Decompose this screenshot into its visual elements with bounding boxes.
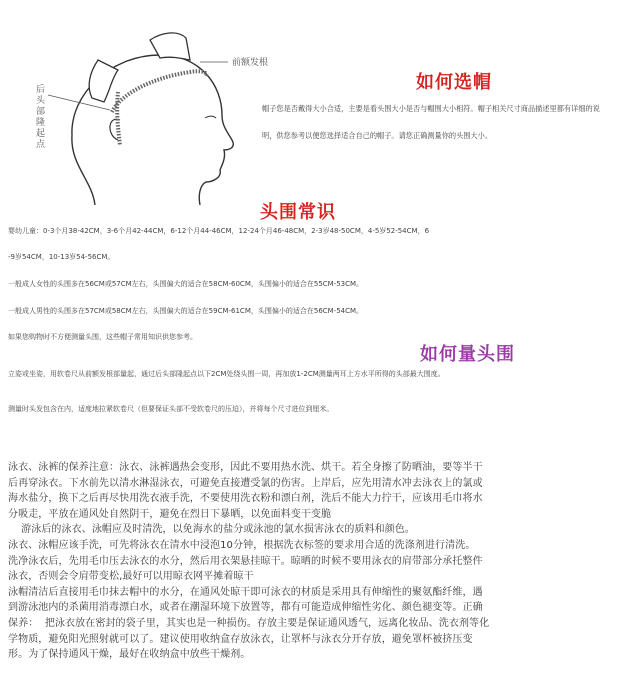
care-line: 分吸走，平放在通风处自然阴干，避免在烈日下暴晒，以免面料变干变脆 (8, 508, 332, 520)
care-line: 游泳后的泳衣、泳帽应及时清洗，以免海水的盐分或泳池的氯水损害泳衣的质料和颜色。 (8, 524, 416, 536)
care-line: 后再穿泳衣。下水前先以清水淋湿泳衣，可避免直接遭受氯的伤害。上岸后，应先用清水冲去泳衣上的氯或 (8, 477, 483, 489)
care-line: 保养： 把泳衣放在密封的袋子里，其实也是一种损伤。存放主要是保证通风透气，远离化妆品、洗衣剂等化 (8, 617, 490, 629)
care-line: 到游泳池内的杀菌用消毒漂白水，或者在潮湿环境下放置等，都有可能造成伸缩性劣化、颜色褪变等。正确 (8, 602, 483, 614)
care-line: 泳衣，否则会令肩带变松,最好可以用晾衣网平摊着晾干 (8, 571, 254, 583)
common-sense-children-line2: -9岁54CM，10-13岁54-56CM。 (8, 253, 115, 261)
how-to-measure-line1: 立姿或坐姿，用软卷尺从前额发根部量起，通过后头部隆起点以下2CM处绕头围一周，再加放1-2CM测量两耳上方水平所得的头部最大围度。 (8, 370, 445, 378)
common-sense-children-line1: 婴幼儿童：0-3个月38-42CM，3-6个月42-44CM，6-12个月44-46CM，12-24个月46-48CM，2-3岁48-50CM，4-5岁52-54CM，6 (8, 227, 430, 235)
label-forehead-hairline: 前额发根 (232, 58, 269, 68)
common-sense-note: 如果您购物时不方便测量头围，这些帽子常用知识供您参考。 (8, 333, 197, 341)
section-title-how-to-choose: 如何选帽 (416, 72, 492, 93)
care-line: 泳帽清洁后直接用毛巾抹去帽中的水分，在通风处晾干即可泳衣的材质是采用具有伸缩性的聚氨酯纤维，遇 (8, 586, 483, 598)
common-sense-women: 一般成人女性的头围多在56CM或57CM左右，头围偏大的适合在58CM-60CM，头围偏小的适合在55CM-53CM。 (8, 280, 364, 288)
swimwear-care-text (8, 460, 618, 663)
section-title-how-to-measure: 如何量头围 (420, 344, 515, 365)
care-line: 泳衣、泳裤的保养注意：泳衣、泳裤遇热会变形，因此不要用热水洗、烘干。若全身擦了防晒油，要等半干 (8, 462, 483, 473)
care-line: 泳衣、泳帽应该手洗，可先将泳衣在清水中浸泡10分钟，根据洗衣标签的要求用合适的洗涤剂进行清洗。 (8, 539, 476, 551)
common-sense-men: 一般成人男性的头围多在57CM或58CM左右，头围偏大的适合在59CM-61CM，头围偏小的适合在56CM-54CM。 (8, 307, 364, 315)
care-line: 形。为了保持通风干燥，最好在收纳盒中放些干燥剂。 (8, 649, 251, 661)
label-occipital-point: 后头部隆起点 (36, 85, 46, 150)
care-line: 海水盐分，换下之后再尽快用洗衣液手洗，不要使用洗衣粉和漂白剂，洗后不能大力拧干，应该用毛巾将水 (8, 493, 483, 505)
section-title-common-sense: 头围常识 (260, 202, 336, 223)
care-line: 洗净泳衣后，先用毛巾压去泳衣的水分，然后用衣架悬挂晾干。晾晒的时候不要用泳衣的肩带部分承托整件 (8, 555, 483, 567)
care-line: 学物质，避免阳光照射就可以了。建议使用收纳盒存放泳衣，让罩杯与泳衣分开存放，避免罩杯被挤压变 (8, 633, 473, 645)
how-to-measure-line2: 测量时头发包含在内，适度地拉紧软卷尺（但要保证头部不受软卷尺的压迫），并将每个尺寸进位到厘米。 (8, 405, 334, 413)
how-to-choose-text: 帽子您是否戴得大小合适，主要是看头围大小是否与帽围大小相符。帽子相关尺寸商品描述里都有详细的说明，供您参考以便您选择适合自己的帽子。请您正确测量你的头围大小。 (262, 104, 600, 140)
